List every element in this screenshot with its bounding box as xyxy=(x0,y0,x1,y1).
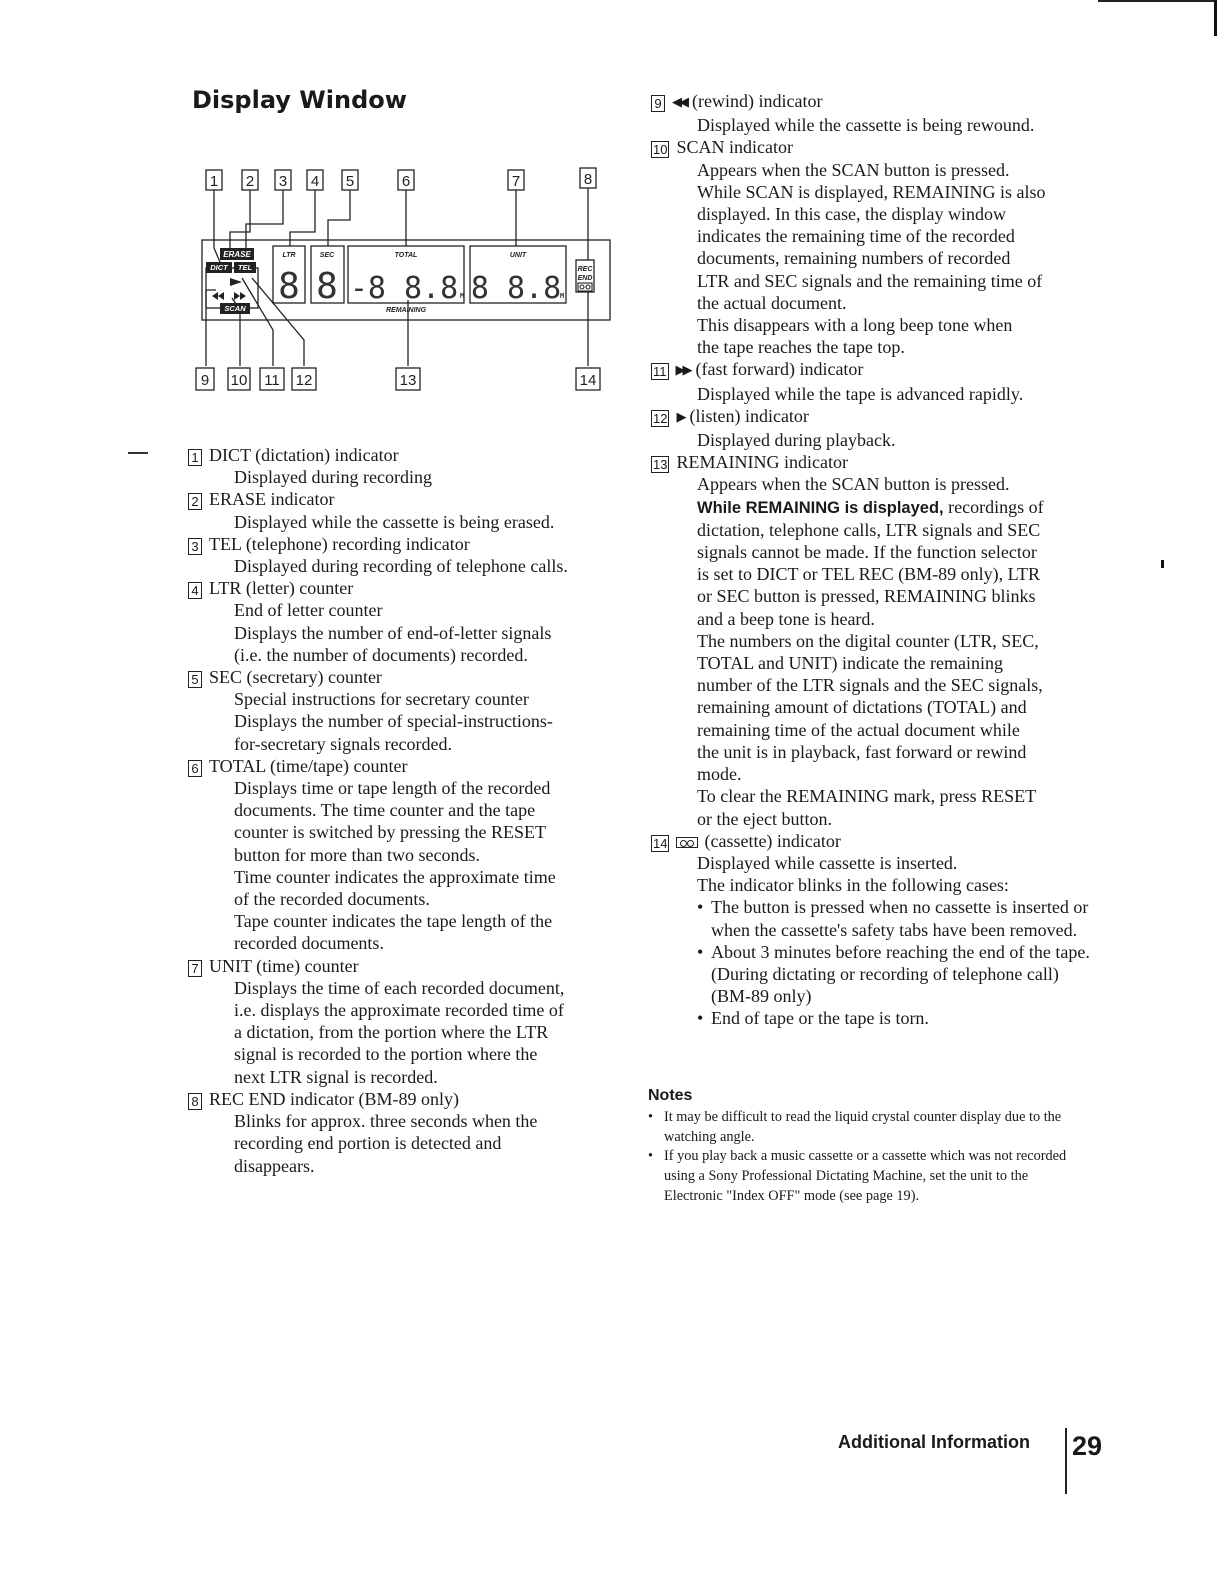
svg-text:7: 7 xyxy=(511,173,521,190)
item-desc: To clear the REMAINING mark, press RESET xyxy=(697,786,1037,807)
callout-14 xyxy=(576,368,600,390)
end-label: END xyxy=(577,275,593,282)
rewind-icon-2 xyxy=(218,292,224,300)
item-heading: ERASE indicator xyxy=(209,489,335,510)
item-3 xyxy=(188,533,618,577)
item-number: 12 xyxy=(653,410,668,426)
item-heading: LTR (letter) counter xyxy=(209,578,354,599)
ltr-label: LTR xyxy=(282,252,296,259)
svg-text:8: 8 xyxy=(583,171,593,188)
item-heading: (listen) indicator xyxy=(689,405,809,426)
notes-section xyxy=(648,1087,1078,1207)
item-number: 5 xyxy=(188,671,202,688)
total-digits: -8 8.8 xyxy=(349,271,459,306)
item-desc: i.e. displays the approximate recorded time of xyxy=(234,1000,564,1021)
item-desc: dictation, telephone calls, LTR signals and SEC xyxy=(697,519,1041,540)
item-desc: Displays the number of end-of-letter signals xyxy=(234,622,552,643)
item-desc: a dictation, from the portion where the LTR xyxy=(234,1022,549,1043)
unit-m: M xyxy=(560,292,565,300)
margin-tick xyxy=(1161,560,1164,568)
tel-indicator xyxy=(234,262,256,273)
item-desc: of the recorded documents. xyxy=(234,889,430,910)
item-heading: TOTAL (time/tape) counter xyxy=(209,755,408,776)
note-item: • It may be difficult to read the liquid crystal counter display due to the watching angle. xyxy=(648,1108,1078,1147)
item-desc: for-secretary signals recorded. xyxy=(234,733,453,754)
scan-indicator xyxy=(220,303,250,314)
item-desc: button for more than two seconds. xyxy=(234,844,480,865)
remaining-label: REMAINING xyxy=(385,307,427,314)
item-heading: SCAN indicator xyxy=(676,137,793,158)
callout-6 xyxy=(398,170,414,190)
item-desc: documents. The time counter and the tape xyxy=(234,800,536,821)
item-number: 14 xyxy=(653,835,668,851)
item-desc: is set to DICT or TEL REC (BM-89 only), LTR xyxy=(697,564,1041,585)
sec-digit: 8 xyxy=(316,266,338,307)
svg-text:11: 11 xyxy=(264,372,280,389)
item-desc: Displays the time of each recorded document, xyxy=(234,977,565,998)
item-1 xyxy=(188,444,618,488)
svg-text:4: 4 xyxy=(310,173,320,190)
corner-rule-top xyxy=(1098,0,1216,2)
item-13 xyxy=(651,451,1091,829)
item-desc: signal is recorded to the portion where the xyxy=(234,1044,538,1065)
item-desc: Displays the number of special-instructions- xyxy=(234,711,553,732)
page-number: 29 xyxy=(1072,1431,1103,1461)
item-desc: TOTAL and UNIT) indicate the remaining xyxy=(697,653,1003,674)
svg-text:10: 10 xyxy=(230,372,248,389)
item-desc: or SEC button is pressed, REMAINING blinks xyxy=(697,586,1036,607)
item-desc: End of letter counter xyxy=(234,600,383,621)
fast-forward-icon xyxy=(234,292,240,300)
transport-indicators xyxy=(212,278,246,300)
item-desc: recording end portion is detected and xyxy=(234,1133,502,1154)
item-desc: Blinks for approx. three seconds when the xyxy=(234,1111,538,1132)
item-2 xyxy=(188,488,618,532)
item-number: 6 xyxy=(188,760,202,777)
item-desc: signals cannot be made. If the function selector xyxy=(697,542,1037,563)
item-heading: UNIT (time) counter xyxy=(209,955,359,976)
item-number: 1 xyxy=(188,449,202,466)
total-label: TOTAL xyxy=(394,252,418,259)
item-6 xyxy=(188,755,618,955)
item-desc: Tape counter indicates the tape length of the xyxy=(234,911,553,932)
svg-text:DICT: DICT xyxy=(210,263,228,272)
item-desc: Displayed while the cassette is being rewound. xyxy=(697,115,1035,136)
item-heading: (cassette) indicator xyxy=(704,830,841,851)
dict-indicator xyxy=(206,262,232,273)
svg-text:ERASE: ERASE xyxy=(223,250,251,259)
item-9 xyxy=(651,90,1091,136)
item-desc: The indicator blinks in the following cases: xyxy=(697,875,1009,896)
item-desc: Displays time or tape length of the recorded xyxy=(234,778,551,799)
rec-label: REC xyxy=(577,266,593,273)
display-window-diagram xyxy=(180,160,620,400)
item-heading: SEC (secretary) counter xyxy=(209,667,382,688)
item-4 xyxy=(188,577,618,666)
svg-text:2: 2 xyxy=(245,173,255,190)
callout-4 xyxy=(307,170,323,190)
svg-text:12: 12 xyxy=(295,372,313,389)
item-desc: displayed. In this case, the display window xyxy=(697,204,1006,225)
left-column xyxy=(188,444,618,1177)
svg-text:TEL: TEL xyxy=(237,263,253,272)
item-number: 9 xyxy=(651,95,665,112)
svg-text:SCAN: SCAN xyxy=(224,304,246,313)
note-item: • If you play back a music cassette or a cassette which was not recorded using a Sony Professional Dictating Machine, set the unit to the Electronic "Index OFF" mode (see page 19). xyxy=(648,1147,1078,1206)
bold-lead: While REMAINING is displayed, xyxy=(697,498,944,517)
blink-cases-list xyxy=(651,896,1091,1029)
item-desc: Displayed while the tape is advanced rapidly. xyxy=(697,383,1024,404)
item-8 xyxy=(188,1088,618,1177)
rewind-icon: ◀◀ xyxy=(672,94,686,109)
item-desc: mode. xyxy=(697,764,742,785)
item-desc: While SCAN is displayed, REMAINING is also xyxy=(697,181,1046,202)
item-desc: Appears when the SCAN button is pressed. xyxy=(697,474,1010,495)
item-desc: Displayed while the cassette is being erased. xyxy=(234,511,555,532)
callout-12 xyxy=(292,368,316,390)
callout-8 xyxy=(580,168,596,188)
svg-text:13: 13 xyxy=(399,372,417,389)
item-desc: recorded documents. xyxy=(234,933,384,954)
item-desc: remaining amount of dictations (TOTAL) and xyxy=(697,697,1027,718)
item-desc: remaining time of the actual document while xyxy=(697,719,1020,740)
fast-forward-icon-2 xyxy=(240,292,246,300)
item-desc: or the eject button. xyxy=(697,808,832,829)
cassette-indicator xyxy=(578,283,592,291)
ltr-digit: 8 xyxy=(278,266,300,307)
list-item: • About 3 minutes before reaching the end of the tape. (During dictating or recording of telephone call) (BM-89 only) xyxy=(697,941,1091,1008)
item-number: 10 xyxy=(653,142,668,158)
callout-11 xyxy=(260,368,284,390)
notes-title: Notes xyxy=(648,1087,693,1104)
item-desc: documents, remaining numbers of recorded xyxy=(697,248,1011,269)
callout-13 xyxy=(396,368,420,390)
page-title: Display Window xyxy=(192,86,407,114)
list-item: • End of tape or the tape is torn. xyxy=(697,1007,1091,1029)
item-11 xyxy=(651,358,1091,404)
item-14 xyxy=(651,830,1091,1030)
item-12 xyxy=(651,405,1091,451)
item-desc: This disappears with a long beep tone when xyxy=(697,315,1013,336)
item-desc: the tape reaches the tape top. xyxy=(697,337,905,358)
sec-label: SEC xyxy=(319,252,335,259)
svg-text:3: 3 xyxy=(278,173,288,190)
svg-text:14: 14 xyxy=(579,372,597,389)
item-7 xyxy=(188,955,618,1088)
item-desc: next LTR signal is recorded. xyxy=(234,1066,438,1087)
svg-text:5: 5 xyxy=(345,173,355,190)
list-item: • The button is pressed when no cassette is inserted or when the cassette's safety tabs have been removed. xyxy=(697,896,1091,940)
item-desc-rest: recordings of xyxy=(943,496,1044,517)
callout-3 xyxy=(275,170,291,190)
item-number: 2 xyxy=(188,493,202,510)
item-desc xyxy=(697,496,1091,519)
item-desc: Displayed during playback. xyxy=(697,430,896,451)
item-desc: indicates the remaining time of the recorded xyxy=(697,226,1015,247)
svg-text:9: 9 xyxy=(200,372,210,389)
right-column xyxy=(651,90,1091,1030)
item-10 xyxy=(651,136,1091,358)
rewind-icon xyxy=(212,292,218,300)
item-desc: disappears. xyxy=(234,1155,315,1176)
item-desc: Displayed during recording xyxy=(234,467,432,488)
item-heading: DICT (dictation) indicator xyxy=(209,445,399,465)
item-heading: (rewind) indicator xyxy=(692,91,823,111)
item-number: 4 xyxy=(188,582,202,599)
callout-2 xyxy=(242,170,258,190)
item-number: 7 xyxy=(188,960,202,977)
listen-icon xyxy=(230,278,242,286)
margin-dash xyxy=(128,452,148,454)
unit-label: UNIT xyxy=(509,252,527,259)
item-desc: the unit is in playback, fast forward or rewind xyxy=(697,741,1027,762)
footer-rule xyxy=(1065,1428,1067,1494)
item-heading: (fast forward) indicator xyxy=(695,359,864,380)
item-heading: REC END indicator (BM-89 only) xyxy=(209,1088,459,1109)
total-m: M xyxy=(460,292,465,300)
callout-9 xyxy=(196,368,214,390)
item-desc: counter is switched by pressing the RESET xyxy=(234,822,546,843)
callout-10 xyxy=(228,368,250,390)
item-heading: TEL (telephone) recording indicator xyxy=(209,533,470,554)
item-desc: Time counter indicates the approximate time xyxy=(234,866,556,887)
cassette-icon xyxy=(676,837,698,848)
item-number: 8 xyxy=(188,1093,202,1110)
notes-list xyxy=(648,1108,1078,1207)
item-number: 3 xyxy=(188,538,202,555)
item-number: 11 xyxy=(653,364,667,380)
corner-rule xyxy=(1214,0,1217,36)
item-desc: The numbers on the digital counter (LTR, SEC, xyxy=(697,630,1039,651)
callout-7 xyxy=(508,170,524,190)
item-desc: number of the LTR signals and the SEC signals, xyxy=(697,675,1043,696)
item-desc: LTR and SEC signals and the remaining time of xyxy=(697,270,1043,291)
item-desc: Displayed during recording of telephone calls. xyxy=(234,556,568,577)
fast-forward-icon: ▶▶ xyxy=(675,362,690,378)
item-desc: and a beep tone is heard. xyxy=(697,608,875,629)
item-desc: the actual document. xyxy=(697,292,847,313)
callout-5 xyxy=(342,170,358,190)
svg-text:1: 1 xyxy=(209,173,219,190)
item-desc: Appears when the SCAN button is pressed. xyxy=(697,159,1010,180)
erase-indicator xyxy=(220,248,254,260)
svg-text:6: 6 xyxy=(401,173,411,190)
item-heading: REMAINING indicator xyxy=(676,452,848,473)
item-desc: Special instructions for secretary counter xyxy=(234,689,529,710)
item-number: 13 xyxy=(653,457,668,473)
item-desc: (i.e. the number of documents) recorded. xyxy=(234,644,528,665)
item-desc: Displayed while cassette is inserted. xyxy=(697,852,958,873)
listen-icon: ▶ xyxy=(676,408,684,424)
unit-digits: 8 8.8 xyxy=(470,271,562,306)
footer-section-title: Additional Information xyxy=(838,1432,1030,1452)
callout-1 xyxy=(206,170,222,190)
item-5 xyxy=(188,666,618,755)
